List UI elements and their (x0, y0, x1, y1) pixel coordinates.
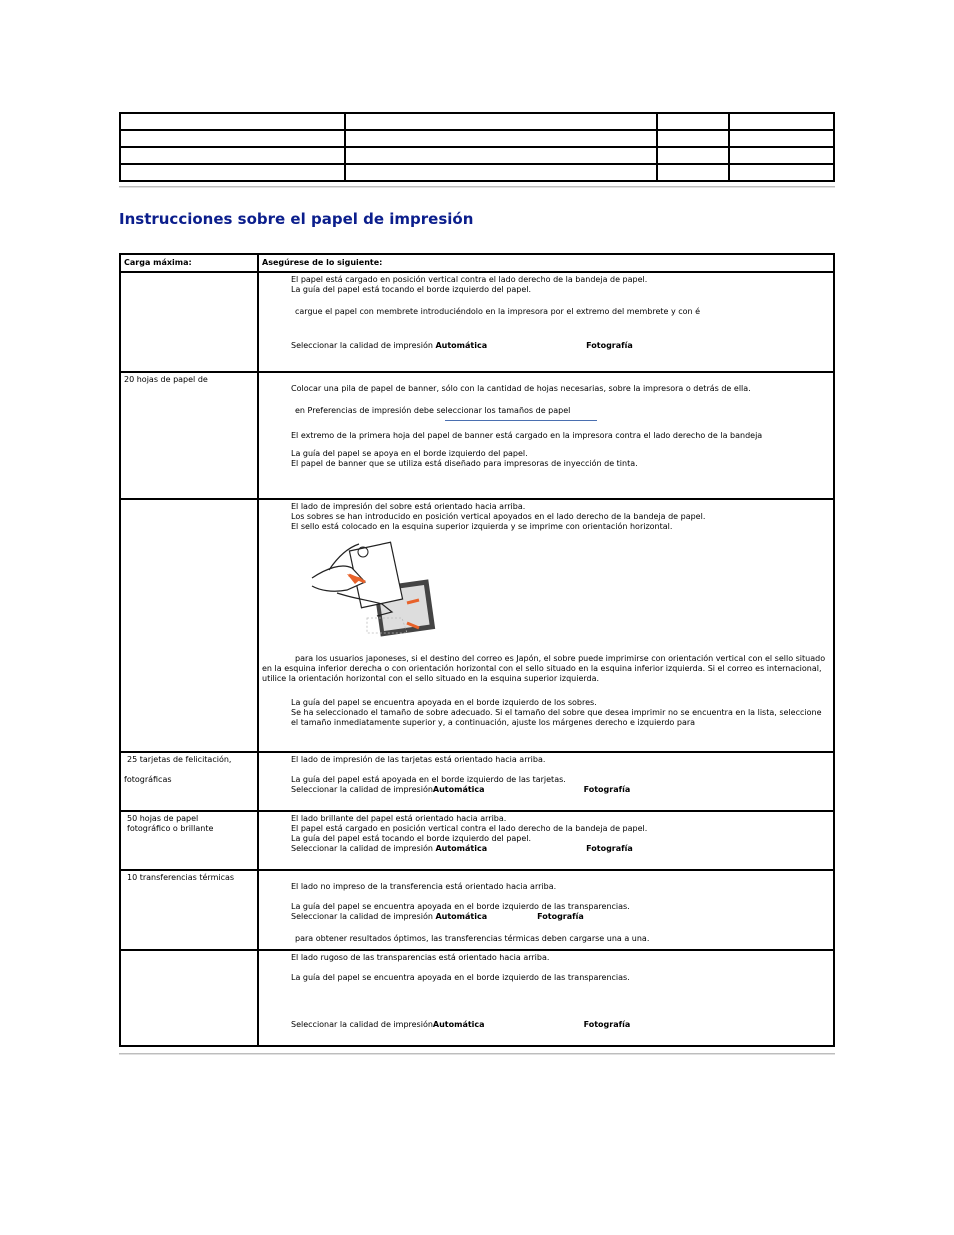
check-cell: El lado de impresión del sobre está orientado hacia arriba. Los sobres se han introducido en posición vertical apoyados en el lado derecho de la bandeja de papel. El sello está colocado en la esquina superior izquierda y se imprime con orientación horizontal. para los usuarios japoneses, si el destino del correo es Japón, el sobre puede imprimirse con orientación vertical con el sello situado en la esquina inferior derecha o con orientación horizontal con el sello situado en la esquina inferior izquierda. Si el correo es internacional, utilice la orientación horizontal con el sello situado en la esquina superior izquierda. La guía del papel se encuentra apoyada en el borde izquierdo de los sobres. Se ha seleccionado el tamaño de sobre adecuado. Si el tamaño del sobre que desea imprimir no se encuentra en la lista, seleccione el tamaño inmediatamente superior y, a continuación, ajuste los márgenes derecho e izquierdo para (258, 499, 834, 752)
table-row (120, 811, 834, 870)
load-cell (120, 272, 258, 372)
check-cell: El lado rugoso de las transparencias está orientado hacia arriba. La guía del papel se encuentra apoyada en el borde izquierdo de las transparencias. Seleccionar la calidad de impresiónAutomática Fotografía (258, 950, 834, 1046)
check-cell: El papel está cargado en posición vertical contra el lado derecho de la bandeja de papel. La guía del papel está tocando el borde izquierdo del papel. cargue el papel con membrete introduciéndolo en la impresora por el extremo del membrete y con é Seleccionar la calidad de impresión Automática Fotografía (258, 272, 834, 372)
table-row (120, 272, 834, 372)
table-row (120, 752, 834, 811)
load-cell (120, 499, 258, 752)
load-cell (120, 950, 258, 1046)
paper-guidelines-table (119, 253, 835, 1047)
divider-top (119, 186, 835, 188)
load-cell: 10 transferencias térmicas (120, 870, 258, 950)
load-cell: 25 tarjetas de felicitación, fotográficas (120, 752, 258, 811)
table-row (120, 499, 834, 752)
header-check: Asegúrese de lo siguiente: (258, 254, 834, 272)
check-cell: Colocar una pila de papel de banner, sólo con la cantidad de hojas necesarias, sobre la impresora o detrás de ella. en Preferencias de impresión debe seleccionar los tamaños de papel El extremo de la primera hoja del papel de banner está cargado en la impresora contra el lado derecho de la bandeja La guía del papel se apoya en el borde izquierdo del papel. El papel de banner que se utiliza está diseñado para impresoras de inyección de tinta. (258, 372, 834, 499)
header-max-load: Carga máxima: (120, 254, 258, 272)
page-title: Instrucciones sobre el papel de impresión (119, 210, 474, 228)
check-cell: El lado brillante del papel está orientado hacia arriba. El papel está cargado en posición vertical contra el lado derecho de la bandeja de papel. La guía del papel está tocando el borde izquierdo del papel. Seleccionar la calidad de impresión Automática Fotografía (258, 811, 834, 870)
top-table (119, 112, 835, 182)
check-cell: El lado de impresión de las tarjetas está orientado hacia arriba. La guía del papel está apoyada en el borde izquierdo de las tarjetas. Seleccionar la calidad de impresiónAutomática Fotografía (258, 752, 834, 811)
envelope-loading-illustration (307, 538, 442, 638)
table-row (120, 870, 834, 950)
load-cell: 20 hojas de papel de (120, 372, 258, 499)
table-row (120, 372, 834, 499)
divider-bottom (119, 1053, 835, 1055)
check-cell: El lado no impreso de la transferencia está orientado hacia arriba. La guía del papel se encuentra apoyada en el borde izquierdo de las transparencias. Seleccionar la calidad de impresión Automática Fotografía para obtener resultados óptimos, las transferencias térmicas deben cargarse una a una. (258, 870, 834, 950)
table-row (120, 950, 834, 1046)
load-cell: 50 hojas de papel fotográfico o brillante (120, 811, 258, 870)
